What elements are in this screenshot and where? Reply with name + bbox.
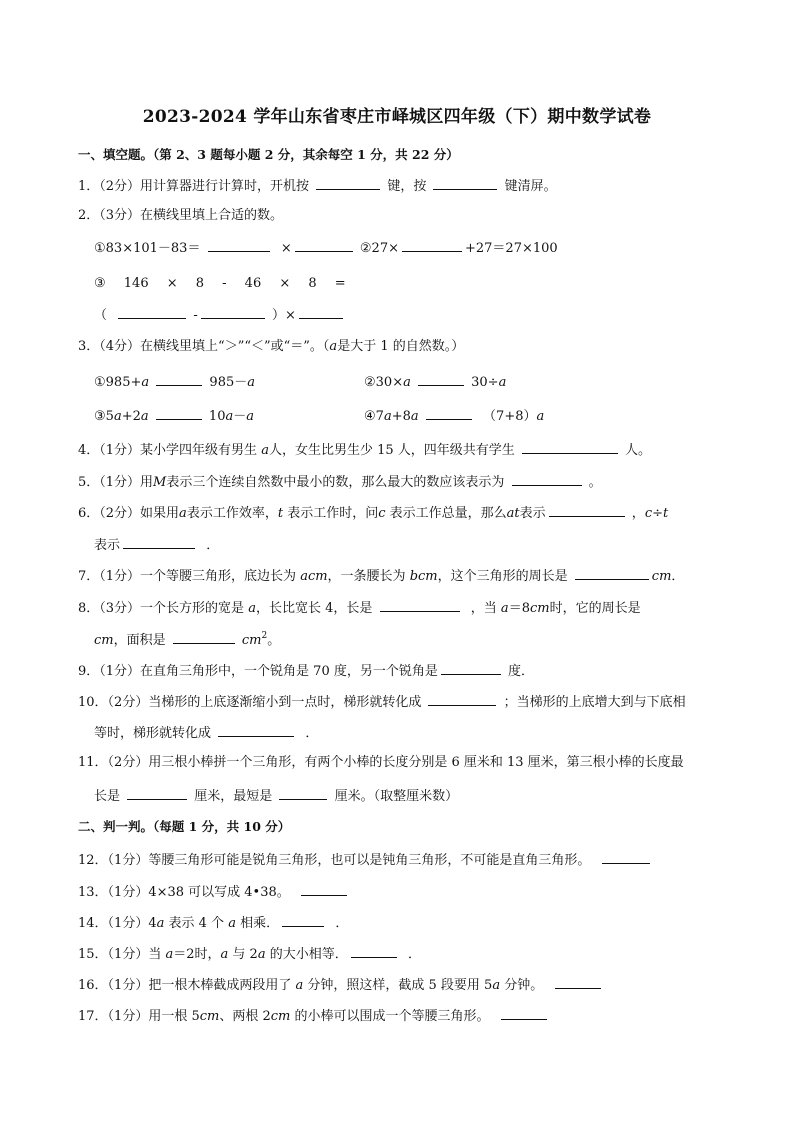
- question-5: 5．（1分）用M表示三个连续自然数中最小的数，那么最大的数应该表示为 。: [78, 472, 602, 492]
- question-6: 6．（2分）如果用a表示工作效率，t 表示工作时，问c 表示工作总量，那么at表示 ，c÷t: [78, 503, 668, 523]
- question-17: 17．（1分）用一根 5cm、两根 2cm 的小棒可以围成一个等腰三角形。: [78, 1006, 550, 1026]
- answer-blank[interactable]: [282, 913, 324, 927]
- question-10-cont: 等时，梯形就转化成 ．: [94, 723, 318, 743]
- question-3-item-3: ③5a+2a 10a－a: [94, 406, 254, 426]
- answer-blank[interactable]: [295, 238, 353, 252]
- question-14: 14．（1分）4a 表示 4 个 a 相乘． ．: [78, 913, 348, 933]
- question-3-item-4: ④7a+8a （7+8）a: [364, 406, 544, 426]
- answer-blank[interactable]: [218, 723, 294, 737]
- section-heading-fill: 一、填空题。（第 2、3 题每小题 2 分，其余每空 1 分，共 22 分）: [78, 147, 459, 162]
- answer-blank[interactable]: [279, 786, 327, 800]
- answer-blank[interactable]: [351, 944, 397, 958]
- question-4: 4．（1分）某小学四年级有男生 a人，女生比男生少 15 人，四年级共有学生 人。: [78, 440, 651, 460]
- question-10: 10．（2分）当梯形的上底逐渐缩小到一点时，梯形就转化成 ；当梯形的上底增大到与下底相: [78, 692, 686, 712]
- answer-blank[interactable]: [402, 238, 462, 252]
- question-3-item-2: ②30×a 30÷a: [364, 372, 506, 392]
- section-heading-judge: 二、判一判。（每题 1 分，共 10 分）: [78, 819, 291, 834]
- answer-blank[interactable]: [428, 692, 496, 706]
- question-1: 1．（2分）用计算器进行计算时，开机按 键，按 键清屏。: [78, 176, 557, 196]
- answer-blank[interactable]: [316, 176, 380, 190]
- answer-blank[interactable]: [123, 535, 195, 549]
- question-16: 16．（1分）把一根木棒截成两段用了 a 分钟，照这样，截成 5 段要用 5a 分钟。: [78, 975, 604, 995]
- answer-blank[interactable]: [173, 630, 235, 644]
- answer-blank[interactable]: [501, 1006, 547, 1020]
- question-8: 8．（3分）一个长方形的宽是 a，长比宽长 4，长是 ，当 a＝8cm时，它的周长是: [78, 598, 641, 618]
- answer-blank[interactable]: [522, 440, 618, 454]
- answer-blank[interactable]: [418, 372, 464, 386]
- answer-blank[interactable]: [201, 305, 265, 319]
- question-11: 11．（2分）用三根小棒拼一个三角形，有两个小棒的长度分别是 6 厘米和 13 厘米，第三根小棒的长度最: [78, 755, 684, 770]
- answer-blank[interactable]: [156, 372, 202, 386]
- answer-blank[interactable]: [512, 472, 582, 486]
- question-11-cont: 长是 厘米，最短是 厘米。（取整厘米数）: [94, 786, 458, 806]
- answer-blank[interactable]: [549, 503, 625, 517]
- question-12: 12．（1分）等腰三角形可能是锐角三角形，也可以是钝角三角形，不可能是直角三角形。: [78, 850, 653, 870]
- answer-blank[interactable]: [433, 176, 497, 190]
- answer-blank[interactable]: [299, 305, 343, 319]
- page-title: 2023-2024 学年山东省枣庄市峄城区四年级（下）期中数学试卷: [142, 107, 652, 127]
- answer-blank[interactable]: [441, 661, 501, 675]
- question-15: 15．（1分）当 a＝2时，a 与 2a 的大小相等． ．: [78, 944, 421, 964]
- question-8-cont: cm，面积是 $cm^2$。: [94, 631, 281, 648]
- answer-blank[interactable]: [426, 406, 472, 420]
- question-2-row-1: ①83×101－83＝ × ②27× +27＝27×100: [94, 238, 558, 258]
- question-2-row-3: ③ 146 × 8 - 46 × 8 =: [94, 276, 346, 291]
- answer-blank[interactable]: [301, 882, 347, 896]
- answer-blank[interactable]: [156, 406, 202, 420]
- answer-blank[interactable]: [118, 305, 186, 319]
- answer-blank[interactable]: [602, 850, 650, 864]
- answer-blank[interactable]: [380, 598, 460, 612]
- answer-blank[interactable]: [127, 786, 187, 800]
- question-2-row-3b: （ - ）×: [94, 305, 346, 325]
- question-3-stem: 3．（4分）在横线里填上“＞”“＜”或“＝”。（a是大于 1 的自然数。）: [78, 339, 465, 354]
- question-2-stem: 2．（3分）在横线里填上合适的数。: [78, 208, 284, 223]
- answer-blank[interactable]: [575, 566, 649, 580]
- question-3-item-1: ①985+a 985－a: [94, 372, 255, 392]
- question-7: 7．（1分）一个等腰三角形，底边长为 acm，一条腰长为 bcm，这个三角形的周长是 cm．: [78, 566, 684, 586]
- question-13: 13．（1分）4×38 可以写成 4•38。: [78, 882, 350, 902]
- answer-blank[interactable]: [208, 238, 270, 252]
- question-9: 9．（1分）在直角三角形中，一个锐角是 70 度，另一个锐角是 度．: [78, 661, 534, 681]
- question-6-cont: 表示 ．: [94, 535, 219, 555]
- answer-blank[interactable]: [555, 975, 601, 989]
